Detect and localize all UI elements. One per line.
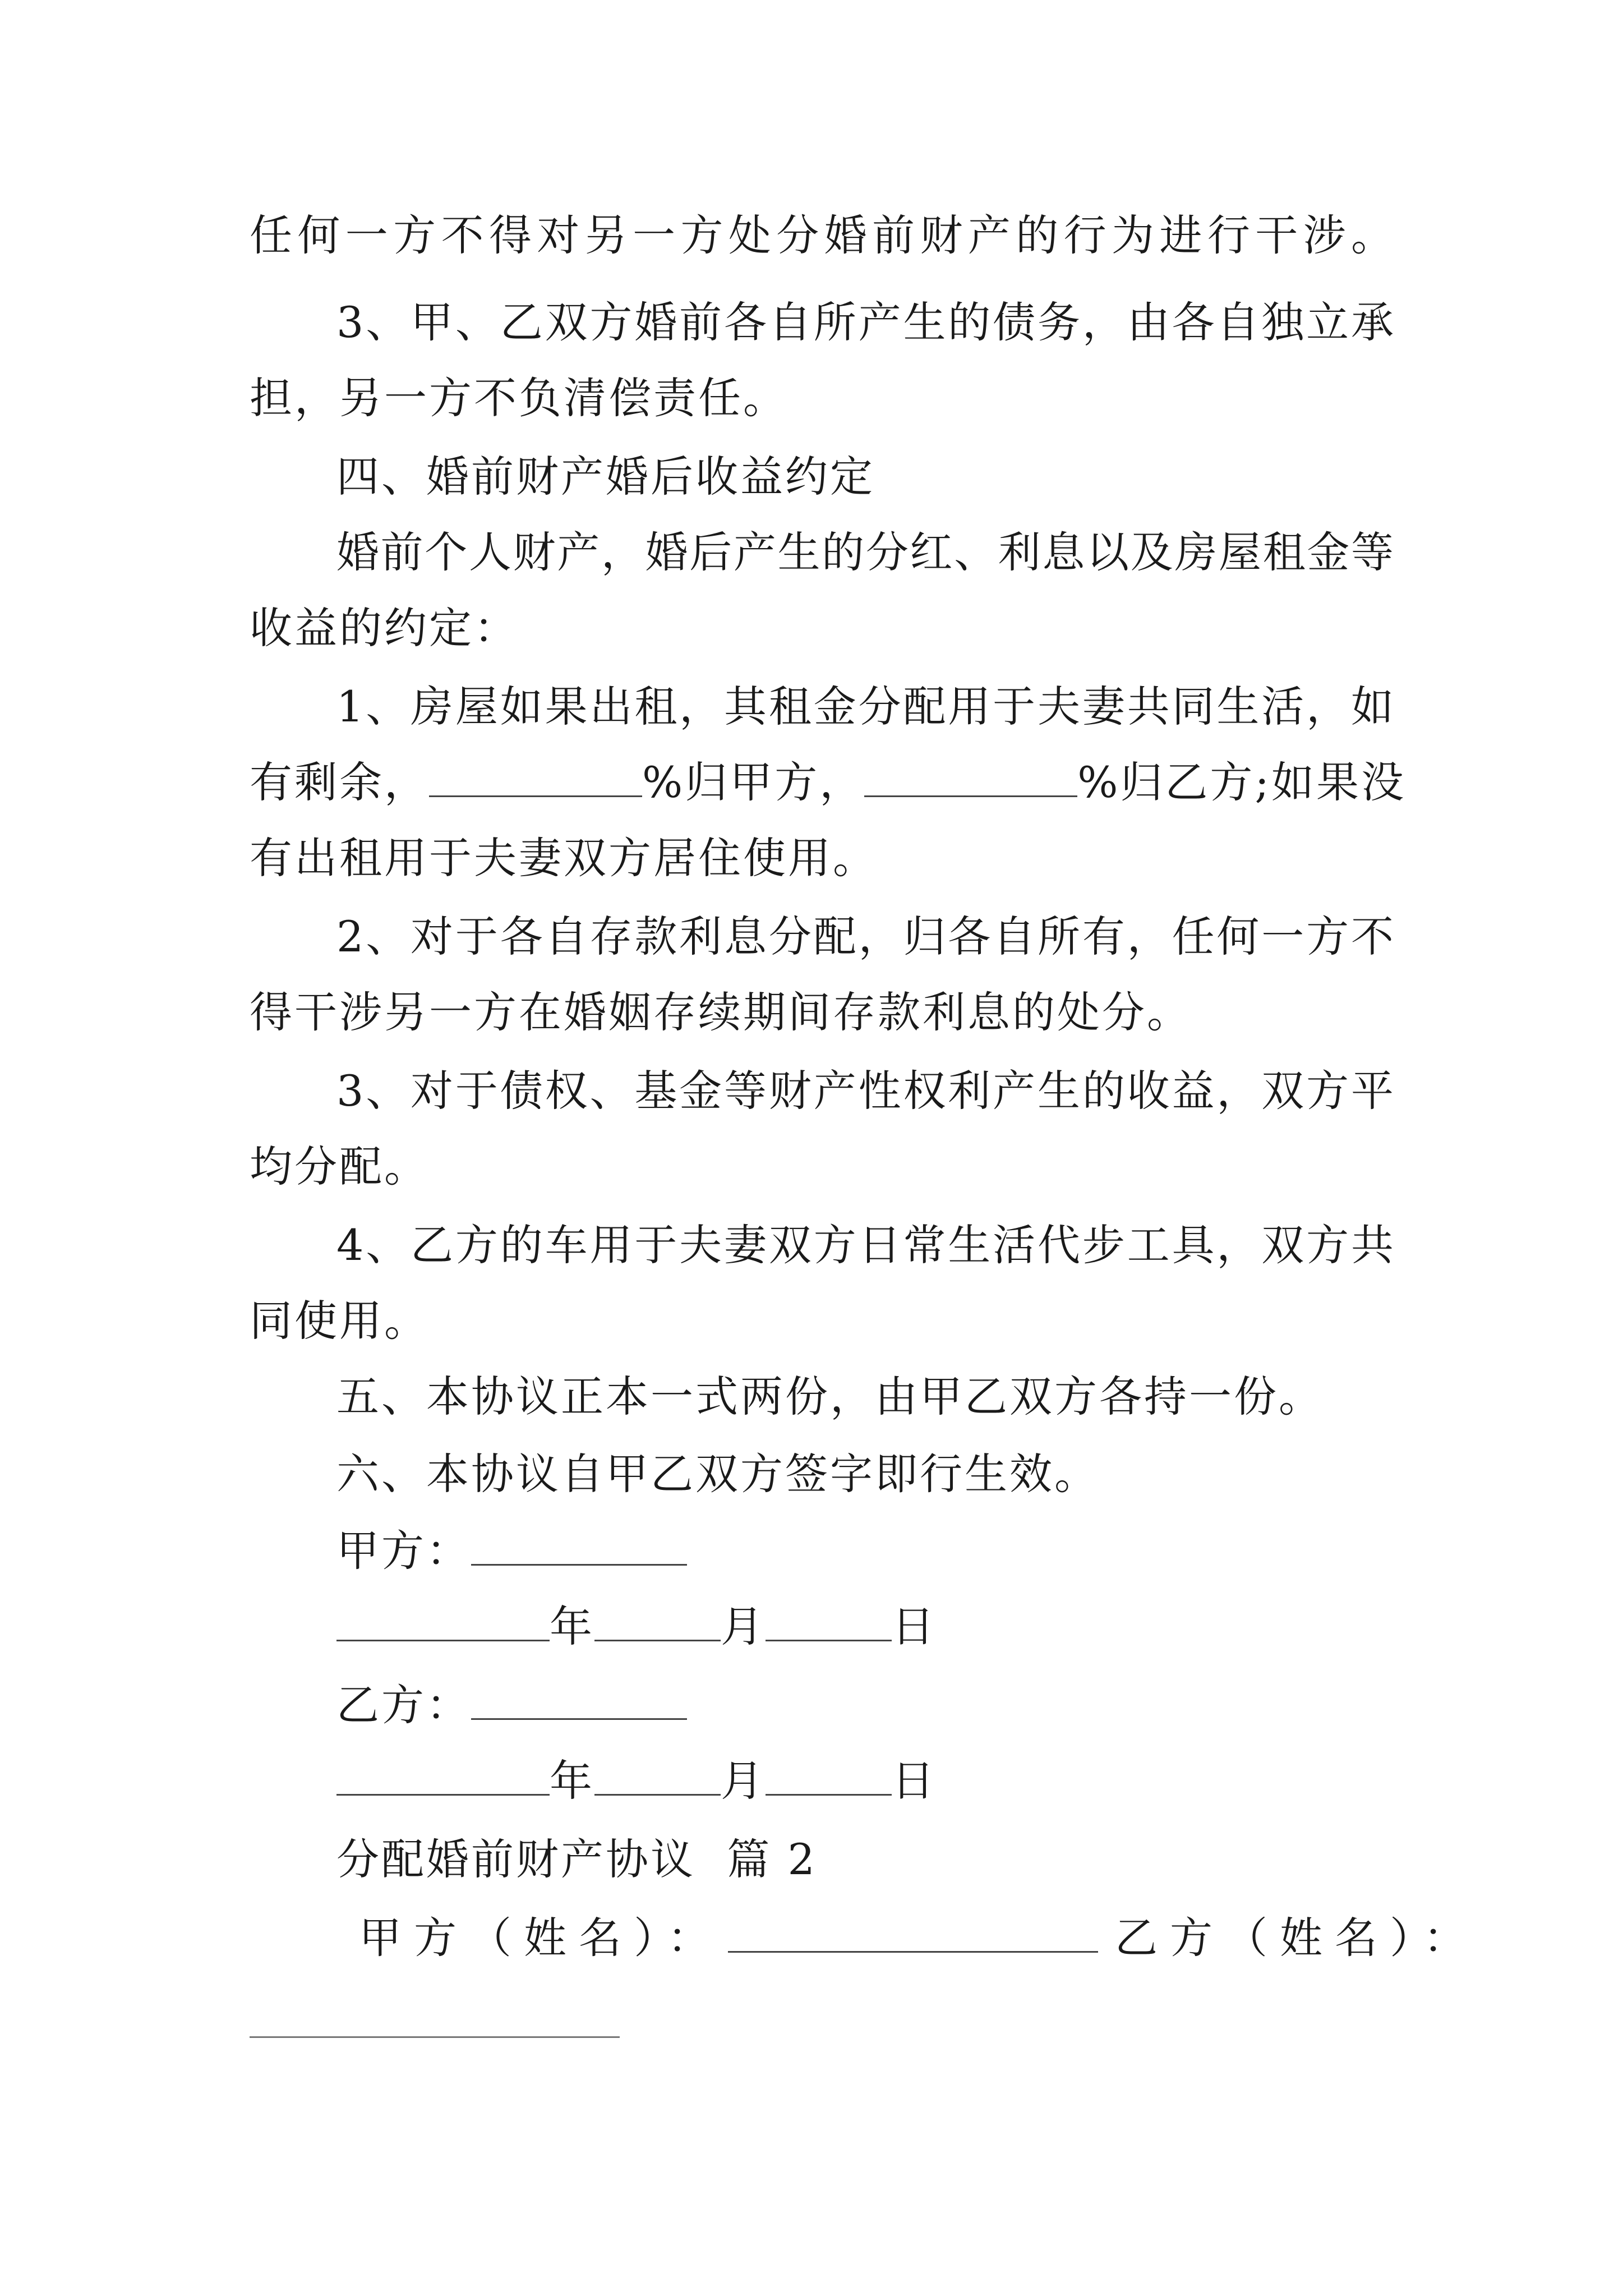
text-segment: %归甲方， xyxy=(642,757,865,807)
day-blank[interactable] xyxy=(766,1755,892,1796)
party-a-name-blank[interactable] xyxy=(728,1912,1098,1953)
percent-blank-a[interactable] xyxy=(429,756,642,797)
day-label: 日 xyxy=(892,1602,937,1651)
text-segment: %归乙方;如果没 xyxy=(1077,757,1407,807)
section-number: 篇 2 xyxy=(727,1834,817,1884)
paragraph-line: 任何一方不得对另一方处分婚前财产的行为进行干涉。 xyxy=(250,210,1394,260)
clause-2-line-2: 得干涉另一方在婚姻存续期间存款利息的处分。 xyxy=(250,987,1192,1037)
clause-4-line-2: 同使用。 xyxy=(250,1296,429,1346)
party-a-blank[interactable] xyxy=(471,1525,687,1566)
section-title-text: 分配婚前财产协议 xyxy=(336,1834,695,1884)
section-title xyxy=(336,1832,1394,1888)
clause-3b-line-2: 均分配。 xyxy=(250,1142,429,1191)
party-b-label: 乙方： xyxy=(336,1680,471,1730)
month-label: 月 xyxy=(721,1602,766,1651)
percent-blank-b[interactable] xyxy=(864,756,1077,797)
party-b-signature xyxy=(336,1677,1394,1733)
clause-1-line-3: 有出租用于夫妻双方居住使用。 xyxy=(250,833,878,883)
party-names-line xyxy=(359,1910,1478,1966)
party-a-date xyxy=(336,1599,1394,1655)
month-blank[interactable] xyxy=(594,1755,721,1796)
section-heading-4: 四、婚前财产婚后收益约定 xyxy=(336,452,875,501)
clause-3b-line-1: 3、对于债权、基金等财产性权利产生的收益，双方平 xyxy=(336,1066,1394,1116)
year-label: 年 xyxy=(550,1756,594,1806)
clause-3-line-1: 3、甲、乙双方婚前各自所产生的债务，由各自独立承 xyxy=(336,297,1394,347)
party-a-signature xyxy=(336,1523,1394,1579)
month-label: 月 xyxy=(721,1756,766,1806)
section-4-intro-line-1: 婚前个人财产，婚后产生的分红、利息以及房屋租金等 xyxy=(336,527,1394,577)
section-4-intro-line-2: 收益的约定： xyxy=(250,603,519,653)
year-label: 年 xyxy=(550,1602,594,1651)
clause-4-line-1: 4、乙方的车用于夫妻双方日常生活代步工具，双方共 xyxy=(336,1220,1394,1270)
year-blank[interactable] xyxy=(336,1600,550,1641)
clause-2-line-1: 2、对于各自存款利息分配，归各自所有，任何一方不 xyxy=(336,912,1394,961)
year-blank[interactable] xyxy=(336,1755,550,1796)
party-b-blank[interactable] xyxy=(471,1679,687,1720)
month-blank[interactable] xyxy=(594,1600,721,1641)
party-a-name-label: 甲方（姓名）： xyxy=(359,1913,722,1963)
party-b-date xyxy=(336,1753,1394,1809)
clause-1-line-2 xyxy=(250,754,1407,811)
day-label: 日 xyxy=(892,1756,937,1806)
clause-1-line-1: 1、房屋如果出租，其租金分配用于夫妻共同生活，如 xyxy=(336,682,1394,731)
day-blank[interactable] xyxy=(766,1600,892,1641)
section-heading-5: 五、本协议正本一式两份，由甲乙双方各持一份。 xyxy=(336,1372,1324,1421)
clause-3-line-2: 担，另一方不负清偿责任。 xyxy=(250,373,788,423)
party-a-label: 甲方： xyxy=(336,1526,471,1576)
party-b-name-blank[interactable] xyxy=(250,2036,620,2038)
section-heading-6: 六、本协议自甲乙双方签字即行生效。 xyxy=(336,1449,1099,1499)
party-b-name-label: 乙方（姓名）： xyxy=(1115,1913,1478,1963)
text-segment: 有剩余， xyxy=(250,757,429,807)
